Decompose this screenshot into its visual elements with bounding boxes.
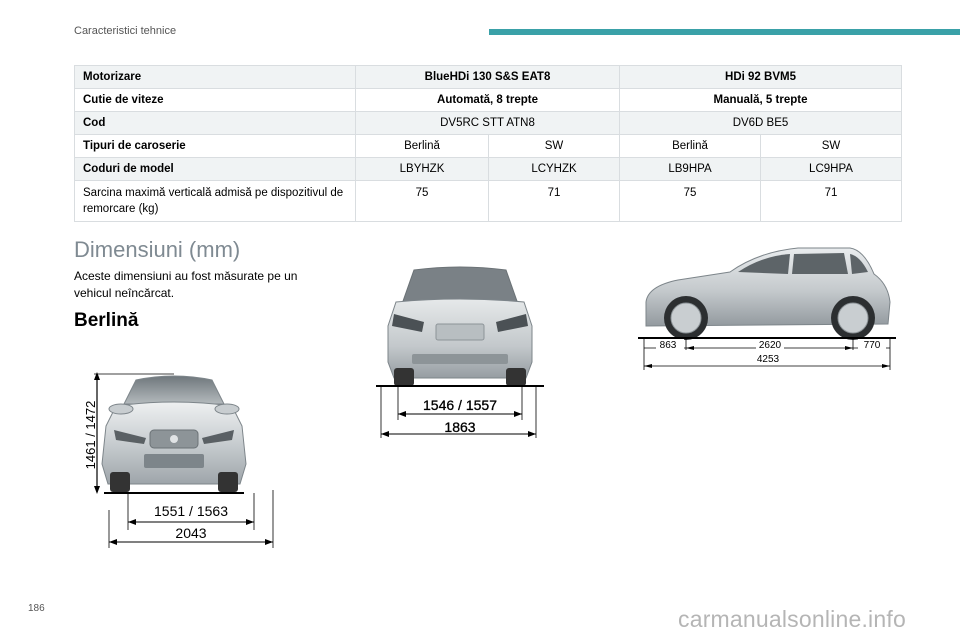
table-cell: LB9HPA <box>620 158 761 181</box>
front-width-label: 2043 <box>175 525 207 541</box>
rear-view-diagram <box>372 262 548 440</box>
page-number: 186 <box>28 603 45 614</box>
table-cell: DV6D BE5 <box>620 112 902 135</box>
row-label: Coduri de model <box>75 158 356 181</box>
front-overhang-label: 863 <box>659 340 677 351</box>
table-row <box>75 89 902 112</box>
row-label: Sarcina maximă verticală admisă pe dispozitivul de remorcare (kg) <box>75 181 356 222</box>
header-accent-bar <box>489 29 960 35</box>
table-cell: Manuală, 5 trepte <box>620 89 902 112</box>
rear-overhang-label: 770 <box>863 340 881 351</box>
wheelbase-label: 2620 <box>758 340 782 351</box>
table-cell: LC9HPA <box>761 158 902 181</box>
side-view-diagram <box>638 240 896 370</box>
table-cell: Automată, 8 trepte <box>356 89 620 112</box>
watermark: carmanualsonline.info <box>678 606 906 632</box>
table-cell: 75 <box>356 181 489 222</box>
table-cell: LCYHZK <box>489 158 620 181</box>
table-row <box>75 112 902 135</box>
row-label: Cutie de viteze <box>75 89 356 112</box>
table-cell: 71 <box>761 181 902 222</box>
rear-track-label: 1546 / 1557 <box>423 397 497 413</box>
specs-table <box>74 65 902 222</box>
table-cell: SW <box>489 135 620 158</box>
table-row <box>75 66 902 89</box>
section-title: Dimensiuni (mm) <box>74 237 241 262</box>
table-row <box>75 181 902 222</box>
table-cell: Berlină <box>356 135 489 158</box>
row-label: Motorizare <box>75 66 356 89</box>
row-label: Tipuri de caroserie <box>75 135 356 158</box>
row-label: Cod <box>75 112 356 135</box>
dimensions-note: Aceste dimensiuni au fost măsurate pe un vehicul neîncărcat. <box>74 269 298 300</box>
length-label: 4253 <box>756 354 780 365</box>
table-cell: DV5RC STT ATN8 <box>356 112 620 135</box>
table-cell: BlueHDi 130 S&S EAT8 <box>356 66 620 89</box>
front-view-diagram <box>64 360 284 555</box>
sub-title: Berlină <box>74 310 139 331</box>
header-title: Caracteristici tehnice <box>74 25 177 37</box>
table-row <box>75 158 902 181</box>
table-cell: Berlină <box>620 135 761 158</box>
table-cell: 71 <box>489 181 620 222</box>
table-row <box>75 135 902 158</box>
table-cell: HDi 92 BVM5 <box>620 66 902 89</box>
table-cell: 75 <box>620 181 761 222</box>
front-height-label: 1461 / 1472 <box>83 400 98 470</box>
table-cell: SW <box>761 135 902 158</box>
table-cell: LBYHZK <box>356 158 489 181</box>
rear-width-label: 1863 <box>444 419 476 435</box>
front-track-label: 1551 / 1563 <box>154 503 228 519</box>
